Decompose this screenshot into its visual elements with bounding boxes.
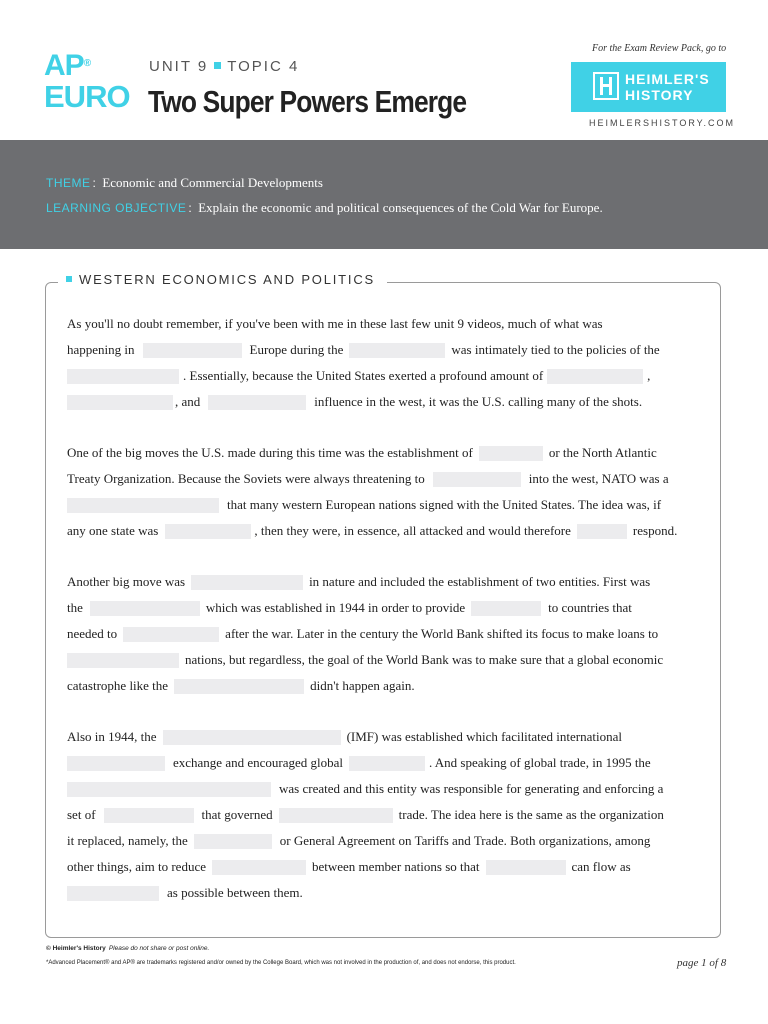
text-line: needed to after the war. Later in the century the World Bank shifted its focus to make loans to	[67, 626, 659, 641]
square-bullet-icon	[66, 276, 72, 282]
square-bullet-icon	[214, 62, 221, 69]
blank-field[interactable]	[194, 834, 272, 849]
theme-text: Economic and Commercial Developments	[102, 175, 323, 190]
heimlers-history-brand-link[interactable]	[571, 62, 726, 112]
blank-field[interactable]	[163, 730, 341, 745]
theme-band	[0, 140, 768, 249]
brand-line-2: HISTORY	[625, 87, 694, 103]
blank-field[interactable]	[349, 756, 425, 771]
text-line: the which was established in 1944 in order to provide to countries that	[67, 600, 632, 615]
blank-field[interactable]	[212, 860, 306, 875]
text-line: that many western European nations signed with the United States. The idea was, if	[67, 497, 661, 514]
blank-field[interactable]	[191, 575, 303, 590]
text-line: As you'll no doubt remember, if you've been with me in these last few unit 9 videos, much of what was	[67, 316, 603, 331]
text-line: catastrophe like the didn't happen again.	[67, 678, 415, 693]
unit-topic-line	[149, 58, 299, 75]
text-line: set of that governed trade. The idea here is the same as the organization	[67, 807, 664, 822]
exam-review-note: For the Exam Review Pack, go to	[592, 43, 727, 54]
section-title	[58, 272, 387, 287]
blank-field[interactable]	[486, 860, 566, 875]
blank-field[interactable]	[123, 627, 219, 642]
blank-field[interactable]	[165, 524, 251, 539]
blank-field[interactable]	[67, 782, 271, 797]
text-line: it replaced, namely, the or General Agreement on Tariffs and Trade. Both organizations, among	[67, 833, 651, 848]
page-number: page 1 of 8	[677, 957, 727, 969]
brand-url-link[interactable]: HEIMLERSHISTORY.COM	[589, 118, 736, 128]
ap-logo	[44, 49, 91, 82]
text-line: One of the big moves the U.S. made during this time was the establishment of or the North Atlantic	[67, 445, 657, 460]
section-title-text: WESTERN ECONOMICS AND POLITICS	[79, 272, 375, 287]
blank-field[interactable]	[90, 601, 200, 616]
blank-field[interactable]	[104, 808, 194, 823]
blank-field[interactable]	[577, 524, 627, 539]
blank-field[interactable]	[143, 343, 242, 358]
objective-label: LEARNING OBJECTIVE	[46, 201, 187, 215]
blank-field[interactable]	[208, 395, 306, 410]
text-line: Another big move was in nature and included the establishment of two entities. First was	[67, 574, 651, 589]
text-line: Also in 1944, the (IMF) was established which facilitated international	[67, 729, 623, 744]
blank-field[interactable]	[349, 343, 445, 358]
text-line: exchange and encouraged global . And speaking of global trade, in 1995 the	[67, 755, 651, 772]
blank-field[interactable]	[67, 369, 179, 384]
text-line: Treaty Organization. Because the Soviets were always threatening to into the west, NATO was a	[67, 471, 669, 486]
objective-text: Explain the economic and political consequences of the Cold War for Europe.	[198, 200, 603, 215]
blank-field[interactable]	[479, 446, 543, 461]
blank-field[interactable]	[174, 679, 304, 694]
text-line: any one state was , then they were, in essence, all attacked and would therefore respond.	[67, 523, 678, 538]
blank-field[interactable]	[67, 886, 159, 901]
text-line: , and influence in the west, it was the U.S. calling many of the shots.	[67, 394, 642, 411]
blank-field[interactable]	[67, 756, 165, 771]
blank-field[interactable]	[67, 653, 179, 668]
brand-name	[625, 71, 710, 103]
blank-field[interactable]	[67, 395, 173, 410]
ap-logo-text: AP	[44, 49, 84, 82]
text-line: nations, but regardless, the goal of the World Bank was to make sure that a global economic	[67, 652, 663, 669]
theme-line: THEME : Economic and Commercial Developments	[46, 175, 323, 190]
heimler-h-logo-icon	[593, 72, 619, 100]
text-line: other things, aim to reduce between member nations so that can flow as	[67, 859, 631, 874]
text-line: happening in Europe during the was intimately tied to the policies of the	[67, 342, 660, 357]
blank-field[interactable]	[433, 472, 521, 487]
theme-label: THEME	[46, 176, 91, 190]
copyright-text: © Heimler's History	[46, 945, 106, 952]
objective-line: LEARNING OBJECTIVE : Explain the economic and political consequences of the Cold War for Europe.	[46, 200, 603, 215]
blank-field[interactable]	[547, 369, 643, 384]
unit-label: UNIT 9	[149, 58, 209, 75]
copyright-line	[46, 945, 209, 952]
text-line: as possible between them.	[67, 885, 303, 902]
text-line: was created and this entity was responsible for generating and enforcing a	[67, 781, 663, 798]
brand-line-1: HEIMLER'S	[625, 71, 710, 87]
euro-logo: EURO	[44, 79, 130, 114]
ap-logo-reg: ®	[83, 58, 91, 69]
share-note: Please do not share or post online.	[108, 945, 210, 952]
blank-field[interactable]	[67, 498, 219, 513]
page-title: Two Super Powers Emerge	[148, 84, 467, 119]
topic-label: TOPIC 4	[227, 58, 300, 75]
trademark-note: *Advanced Placement® and AP® are trademarks registered and/or owned by the College Board, which was not involved in the production of, and does not endorse, this product.	[46, 960, 516, 966]
blank-field[interactable]	[279, 808, 393, 823]
blank-field[interactable]	[471, 601, 541, 616]
text-line: . Essentially, because the United States exerted a profound amount of ,	[67, 368, 650, 385]
